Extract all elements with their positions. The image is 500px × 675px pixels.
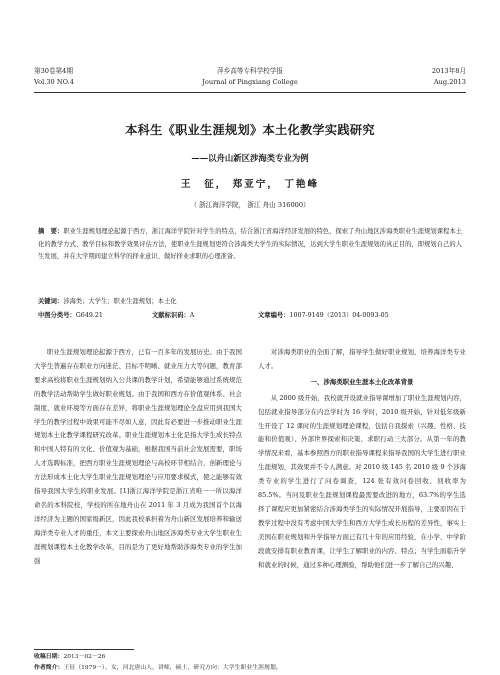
section-heading: 一、涉海类职业生涯本土化改革背景 — [310, 377, 414, 386]
journal-name-en: Journal of Pingxiang College — [202, 78, 298, 86]
author-bio-text: 王征（1979－），女，河北唐山人，讲师，硕士，研究方向：大学生职业生涯规划。 — [63, 665, 282, 671]
keywords-label: 关键词： — [38, 298, 64, 305]
abstract-label: 摘 要： — [38, 228, 64, 235]
header-volume — [34, 66, 74, 88]
header-divider — [34, 92, 466, 93]
clc-value: G649.21 — [75, 312, 103, 319]
article-number-label: 文章编号： — [258, 312, 290, 319]
article-number-value: 1007-9149（2013）04-0093-05 — [289, 312, 389, 319]
author-affiliation: （ 浙江海洋学院， 浙江 舟山 316000） — [190, 201, 310, 209]
doc-code-label: 文献标识码： — [152, 312, 190, 319]
received-value: 2013－02－26 — [63, 654, 106, 660]
keywords — [38, 296, 462, 305]
journal-name-cn: 萍乡高等专科学校学报 — [217, 67, 283, 75]
received-label: 收稿日期： — [34, 653, 64, 660]
volume-en: Vol.30 NO.4 — [34, 78, 74, 86]
abstract-text: 职业生涯规划理论起源于西方，浙江海洋学院针对学生的特点，结合浙江省海洋经济发展的特色，探索了舟山地区涉海类职业生涯规划课程本土化的教学方式、教学目标和教学效果评估方法，使职业生涯规划更符合涉海类大学生的实际情况，达到大学生职业生涯规划的真正目的，即规划自己的人生发展，并在大学期间建立科学的择业意识、做好择业求职的心理准备。 — [38, 228, 463, 261]
volume-cn: 第30卷第4期 — [34, 67, 73, 75]
clc-number — [38, 310, 103, 319]
footnote-divider — [34, 649, 134, 650]
article-title: 本科生《职业生涯规划》本土化教学实践研究 — [125, 123, 375, 137]
article-authors: 王 征， 郑亚宁， 丁艳峰 — [180, 179, 320, 190]
date-cn: 2013年8月 — [431, 67, 466, 75]
body-column-left — [34, 346, 242, 569]
author-bio — [34, 663, 282, 673]
body-paragraph: 职业生涯规划理论起源于西方，已有一百多年的发展历史。由于我国大学生普遍存在职业方向迷茫、目标不明晰、就业压力大等问题，教育部要求高校将职业生涯规划纳入公共课的教学计划，希望能够通过系统规范的教学活动帮助学生做好职业规划。由于我国和西方在价值观体系、社会制度、就业环境等方面存在差异，将职业生涯规划理论全盘应用到我国大学生的教学过程中效果可能不尽如人意，因此有必要进一步推动职业生涯规划本土化教学课程研究改革。职业生涯规划本土化是指大学生成长特点和中国人特有的文化、价值观为基础，根据我国当前社会发展需要，职场人才选聘标准，把西方职业生涯规划理论与高校环节相结合，创新理论与方法形成本土化大学生职业生涯规划理论与应用要求模式，使之能够有效指导我国大学生的职业发展。[1]浙江海洋学院是浙江省唯一一所以海洋命名的本科院校，学校的所在地舟山在 2011 年 3 月成为我国首个以海洋经济为主题的国家级新区，因此我校承担着为舟山新区发展培养和输送海洋类专业人才的重任，本文主要探索舟山地区涉海类专业大学生职业生涯规划课程本土化教学改革，目的是为了更好地帮助涉海类专业的学生加强 — [34, 348, 242, 565]
header-journal — [150, 66, 350, 88]
article-subtitle: ——以舟山新区涉海类专业为例 — [191, 153, 309, 163]
header-date — [432, 66, 466, 88]
author-bio-label: 作者简介： — [34, 664, 64, 671]
received-date — [34, 652, 105, 662]
clc-label: 中图分类号： — [38, 312, 76, 319]
date-en: Aug.2013 — [433, 78, 466, 86]
body-column-right — [258, 346, 466, 573]
document-code — [152, 310, 194, 319]
body-paragraph: 对涉海类职业的全面了解，指导学生做好职业规划，培养海洋类专业人才。 — [258, 348, 466, 370]
doc-code-value: A — [189, 312, 195, 319]
body-paragraph: 从 2000 级开始，我校就开设就业指导课增加了职业生涯规划内容，包括就业指导部分在内总学时为 16 学时，2010 级开始，针对低年级新生开设了 12 课时的生涯规划理论课程，包括自我探索（兴趣、性格、技能和价值观）、外部世界探索和决策、求职行动三大部分。从第一年的教学情况来看，基本参照西方的职业指导课程来指导我国的大学生进行职业生涯规划，其效果并不令人满意。对 2010 级 145 名 2010 级 9 个涉海类专业的学生进行了问卷调查，124 张有效问卷回收，回收率为 85.5%。当问及职业生涯规划课程最需要改进的地方，63.7%的学生选择了课程应更加紧密结合涉海类学生的实际情况开展指导，主要原因在于教学过程中没有考虑中国大学生和西方大学生成长历程的差异性，事实上美国在职业规划和升学指导方面已有几十年的应用经验，在小学、中学阶段就安排有职业教育课，让学生了解职业的内容、特点；当学生面临升学和就业的时候，通过多种心理测验，帮助他们进一步了解自己的兴趣、 — [258, 393, 466, 569]
abstract — [38, 226, 462, 264]
article-number — [258, 310, 389, 319]
keywords-text: 涉海类；大学生；职业生涯规划；本土化 — [63, 298, 177, 305]
